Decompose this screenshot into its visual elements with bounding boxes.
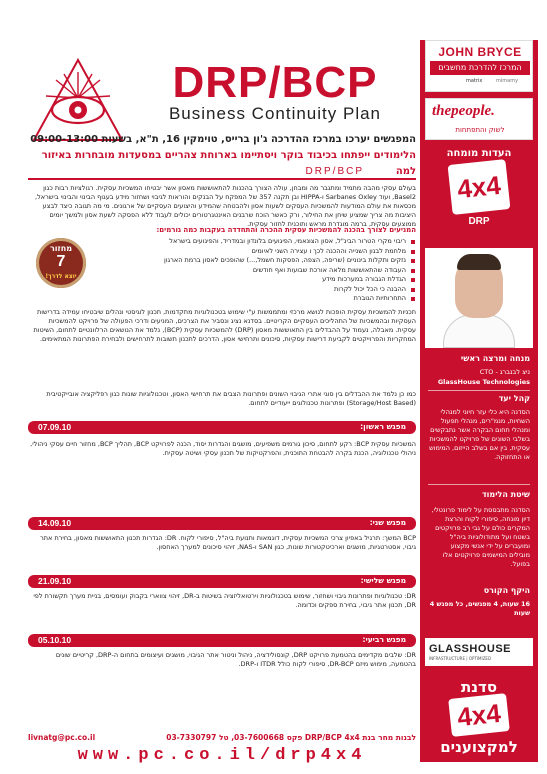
factors-list <box>82 237 416 304</box>
john-bryce-logo <box>425 40 533 92</box>
list-item: ההבנה כי הכל יכול לקרות <box>82 285 416 295</box>
footer-url-link[interactable]: www.pc.co.il/drp4x4 <box>77 746 367 765</box>
meeting-4-text: DR: שלבים מקדימים בהטמעת פרויקט DRP, קונסולידציה, ניהול וניטור אתר הגיבוי, מושגים ועיצומים בתחום ה-DRP, קריטיים שונים בהטמעה, מימוש מיזם DR-BCP, סיפורי לקוח כולל ITDR ו-DRP. <box>55 651 416 668</box>
meeting-1-bar <box>28 421 416 434</box>
meeting-date: 05.10.10 <box>38 635 72 645</box>
footer-contact <box>28 733 416 742</box>
council-mark: 4x4 <box>448 159 511 215</box>
workshop-mark: 4x4 <box>448 693 510 737</box>
intro-paragraph: בעולם עסקי מהבה מתמיד ומתגבר מה ומבחן, עולה הצורך בהכנות להתאוששות מאסון אשר יבטיחו המשכיות עסקית. רגולציות רבות כגון Basel2, ועוד Sarbanes Oxley ו-HIPPA ובן תקנה 357 של המפקח על הבנקים והוראות לגיבוי ושחזור מידע בעגוף הבינוי והבינוי בישראל, מכסאות את עולם המודעות להמשכיות העסקים לשעות אסון ולהבטחה שהמידע והיצועים העסקיים של ארגונים. מי מה תגובה כיצד לבצע היציבות מה צריך שמציע שיחן את החילור, ורק כאשר הוכח שרבנים האינטגרטורים יכולים לעבוד ללא הפסקה לשעת אסון ולמשך יומים ממוצעים עסקית, ברמה מוגדרת מראש ותוכנית לחזור עסקית. <box>35 184 416 228</box>
meeting-label: מפגש שני: <box>369 518 406 527</box>
meeting-label: מפגש ראשון: <box>360 422 406 431</box>
cycle-badge <box>36 238 86 288</box>
meeting-2-text: BCP המשך: תרגיל באפיון צרכי המשכיות עסקית, דוגמאות ותנועת ביה"ל, סיפורי לקוח. DR: הגדרות תכנון התאוששות מאסון, בחירת אתר גיבוי, אסטרטגיות, מושגים וארכיטקטורות שונות, כגון SAN ו-NAS, זיהוי סיכונים למערך האחסון. <box>40 534 416 551</box>
footer-phone-line: לבנות מחר בנת DRP/BCP 4x4 פקס 03-7600668, טל 03-7330797 <box>166 733 416 742</box>
john-bryce-tag: matrix <box>466 78 483 84</box>
footer-email-link[interactable]: livnatg@pc.co.il <box>28 733 96 742</box>
meeting-date: 21.09.10 <box>38 576 72 586</box>
event-location: המפגשים יערכו במרכז ההדרכה ג'ון ברייס, טוימקין 16, ת"א, בשעות 09:00-13:00 <box>30 134 416 145</box>
meeting-3-text: DR: טכנולוגיות ופתרונות גיבוי ושחזור, שימוש בטכנולוגיות וירטואליזציה בשיטות ב-DR, זיהוי צווארי בקבוק ועומסים, בניית מערך תקשורת לפי DR, תכנון אתר גיבוי, בחירת ספקים וכדומה. <box>33 592 416 609</box>
expert-council-seal <box>434 142 524 242</box>
meeting-label: מפגש רביעי: <box>362 635 406 644</box>
meeting-2-bar <box>28 517 416 530</box>
why-label: למה <box>395 166 416 177</box>
lecturer-role: ניצ לבנברג - CTO <box>479 368 530 376</box>
workshop-top: סדנת <box>460 678 498 696</box>
meeting-label: מפגש שלישי: <box>360 576 406 585</box>
sidebar <box>420 40 538 762</box>
list-item: נזקים ותקלות בינוניים (שריפה, הצפה, הפסקות חשמל,...) שהופכים לאסון ברמת הארגון <box>82 256 416 266</box>
factors-heading: המניעים לצורך בהכנה להמשכיות עסקית ההכרה והתחדדה בעקבות כמה גורמים: <box>156 226 416 234</box>
list-item: התחרותיות הגוברת <box>82 294 416 304</box>
meeting-date: 07.09.10 <box>38 422 72 432</box>
divider <box>428 390 530 391</box>
glasshouse-subtitle: INFRASTRUCTURE | OPTIMIZED <box>429 656 492 661</box>
list-item: מלחמת לבנון השנייה וההכנה לכך ו עצירה השני לאיומים <box>82 247 416 257</box>
audience-text: הסדנה היא כלי עזר חיוני למנהלי השחיות, מנמ"רים, מנהלי תפעול ומנהלי תחום הבקרה אשר נתבקשים בשלבי השונים של פרויקט להמשכיות עסקית, בין אם בשלב הייזום, המימוש או התחזוקה. <box>429 408 530 461</box>
why-section-header <box>28 166 416 180</box>
glasshouse-name: GLASSHOUSE <box>429 643 512 655</box>
list-item: ריבוי מקרי הטרור הבינ"ל, אסון הצונאמי, הפיגועים בלונדון ובמדריד, והפיגועים בישראל <box>82 237 416 247</box>
lecturer-company: GlassHouse Technologies <box>437 378 530 386</box>
audience-heading: קהל יעד <box>498 394 530 403</box>
workshop-bottom: למקצוענים <box>440 738 518 756</box>
event-catering: הלימודים ייפתחו בכיבוד בוקר ויסתיימו בארוחת צהריים במסעדות מובחרות באיזור <box>41 150 416 161</box>
the-people-name: thepeople. <box>432 103 495 119</box>
john-bryce-name: JOHN BRYCE <box>438 45 522 59</box>
page-title: DRP/BCP <box>172 58 378 107</box>
workshop-logo <box>424 676 534 762</box>
the-people-logo <box>425 98 533 140</box>
list-item: הגדלת הגבורה במערכות מידע <box>82 275 416 285</box>
meeting-1-text: המשכיות עסקית BCP: רקע לתחום, סיכון גורמים משפיעים, מושגים והגדרות יסוד, הכנה לפרויקט BCP, תהליך BCP, מחזור חיים עסקי ניהולי, ניהולי טכנולוגיה, הכנת בקרה להבטחת התוכנית, והפרקטיקות של תכנון עסקי ושיטה עסקית. <box>30 440 416 457</box>
method-heading: שיטת הלימוד <box>481 490 530 499</box>
lecturer-photo <box>425 248 533 348</box>
method-text: הסדנה מתבססת על לימוד פרונטלי, דיון מונחה, סיפורי לקוח והרצת המקרים כולם על גבי רב פרויקטים בשטח ועל מתודולוגיות ביה"ל ומועברים על ידי אנשי מקצוע מובילים המישמים פרויקטים אלו בפועל. <box>431 506 530 568</box>
divider <box>428 484 530 485</box>
page-subtitle: Business Continuity Plan <box>168 104 382 123</box>
council-bottom: DRP <box>468 216 490 227</box>
badge-bottom: יוצא לדרך! <box>45 273 77 280</box>
program-paragraph: תכניות להמשכיות עסקית הופכות לנושא מרכזי ומתממשות ע"י שימוש בטכנולוגיות מתקדמות, תכנון לוגיסטי ונהלים שיבטיחו עמידה בדרישות העסקיות ובהמשכיות של התהליכים העסקיים הקריטיים. בסדנא נציג ונסביר את הצרכים, המניעים ודרכי הפעולה של פרויקט להמשכיות עסקית. מאבלה, נעמוד על ההבדלים בין התאוששות מאסון (DRP) להמשכיות עסקית (BCP), נלמד את הנושאים הרלוונטיים לתחום, השיטות המחקריות והפרוייקטים לקביעת דרישות עסקיות, סיכונים ותרחישי אסון, הדרכים לתכנון תשובות לתרחישים ולבחירת הפתרונות המתאימים. <box>33 308 416 343</box>
the-people-subtitle: לשוק והתפתחות <box>455 126 505 134</box>
why-drp-label: DRP/BCP <box>305 166 364 177</box>
meeting-4-bar <box>28 634 416 647</box>
scope-text: 16 שעות, 4 מפגשים, כל מפגש 4 שעות <box>429 600 530 617</box>
badge-number: 7 <box>56 253 66 270</box>
meeting-date: 14.09.10 <box>38 518 72 528</box>
program-paragraph-2: כמו כן נלמד את ההבדלים בין סוגי אתרי הגיבוי השונים ופתרונות הצבים את תרחישי האסון, וטכנולוגיות שונות כגון רפליקציה אובייקטיבית (Storage/Host Based) ופתרונות טכנולוגים ייעודיים לתחום. <box>46 390 416 407</box>
john-bryce-subtitle: המרכז להדרכת מחשבים <box>430 61 530 75</box>
photo-hair <box>457 254 501 270</box>
scope-heading: היקף הקורס <box>483 586 530 595</box>
lecturer-heading: מנחה ומרצה ראשי <box>460 354 530 363</box>
glasshouse-logo <box>425 638 533 666</box>
meeting-3-bar <box>28 575 416 588</box>
list-item: העבודה שהתאוששות מלאה אורכת שבועות ואף חודשים <box>82 266 416 276</box>
badge-top: מחזור <box>49 244 73 253</box>
council-top: העדות מומחה <box>446 148 512 159</box>
photo-shirt <box>443 314 515 348</box>
john-bryce-tag2: mimamy <box>496 78 519 84</box>
